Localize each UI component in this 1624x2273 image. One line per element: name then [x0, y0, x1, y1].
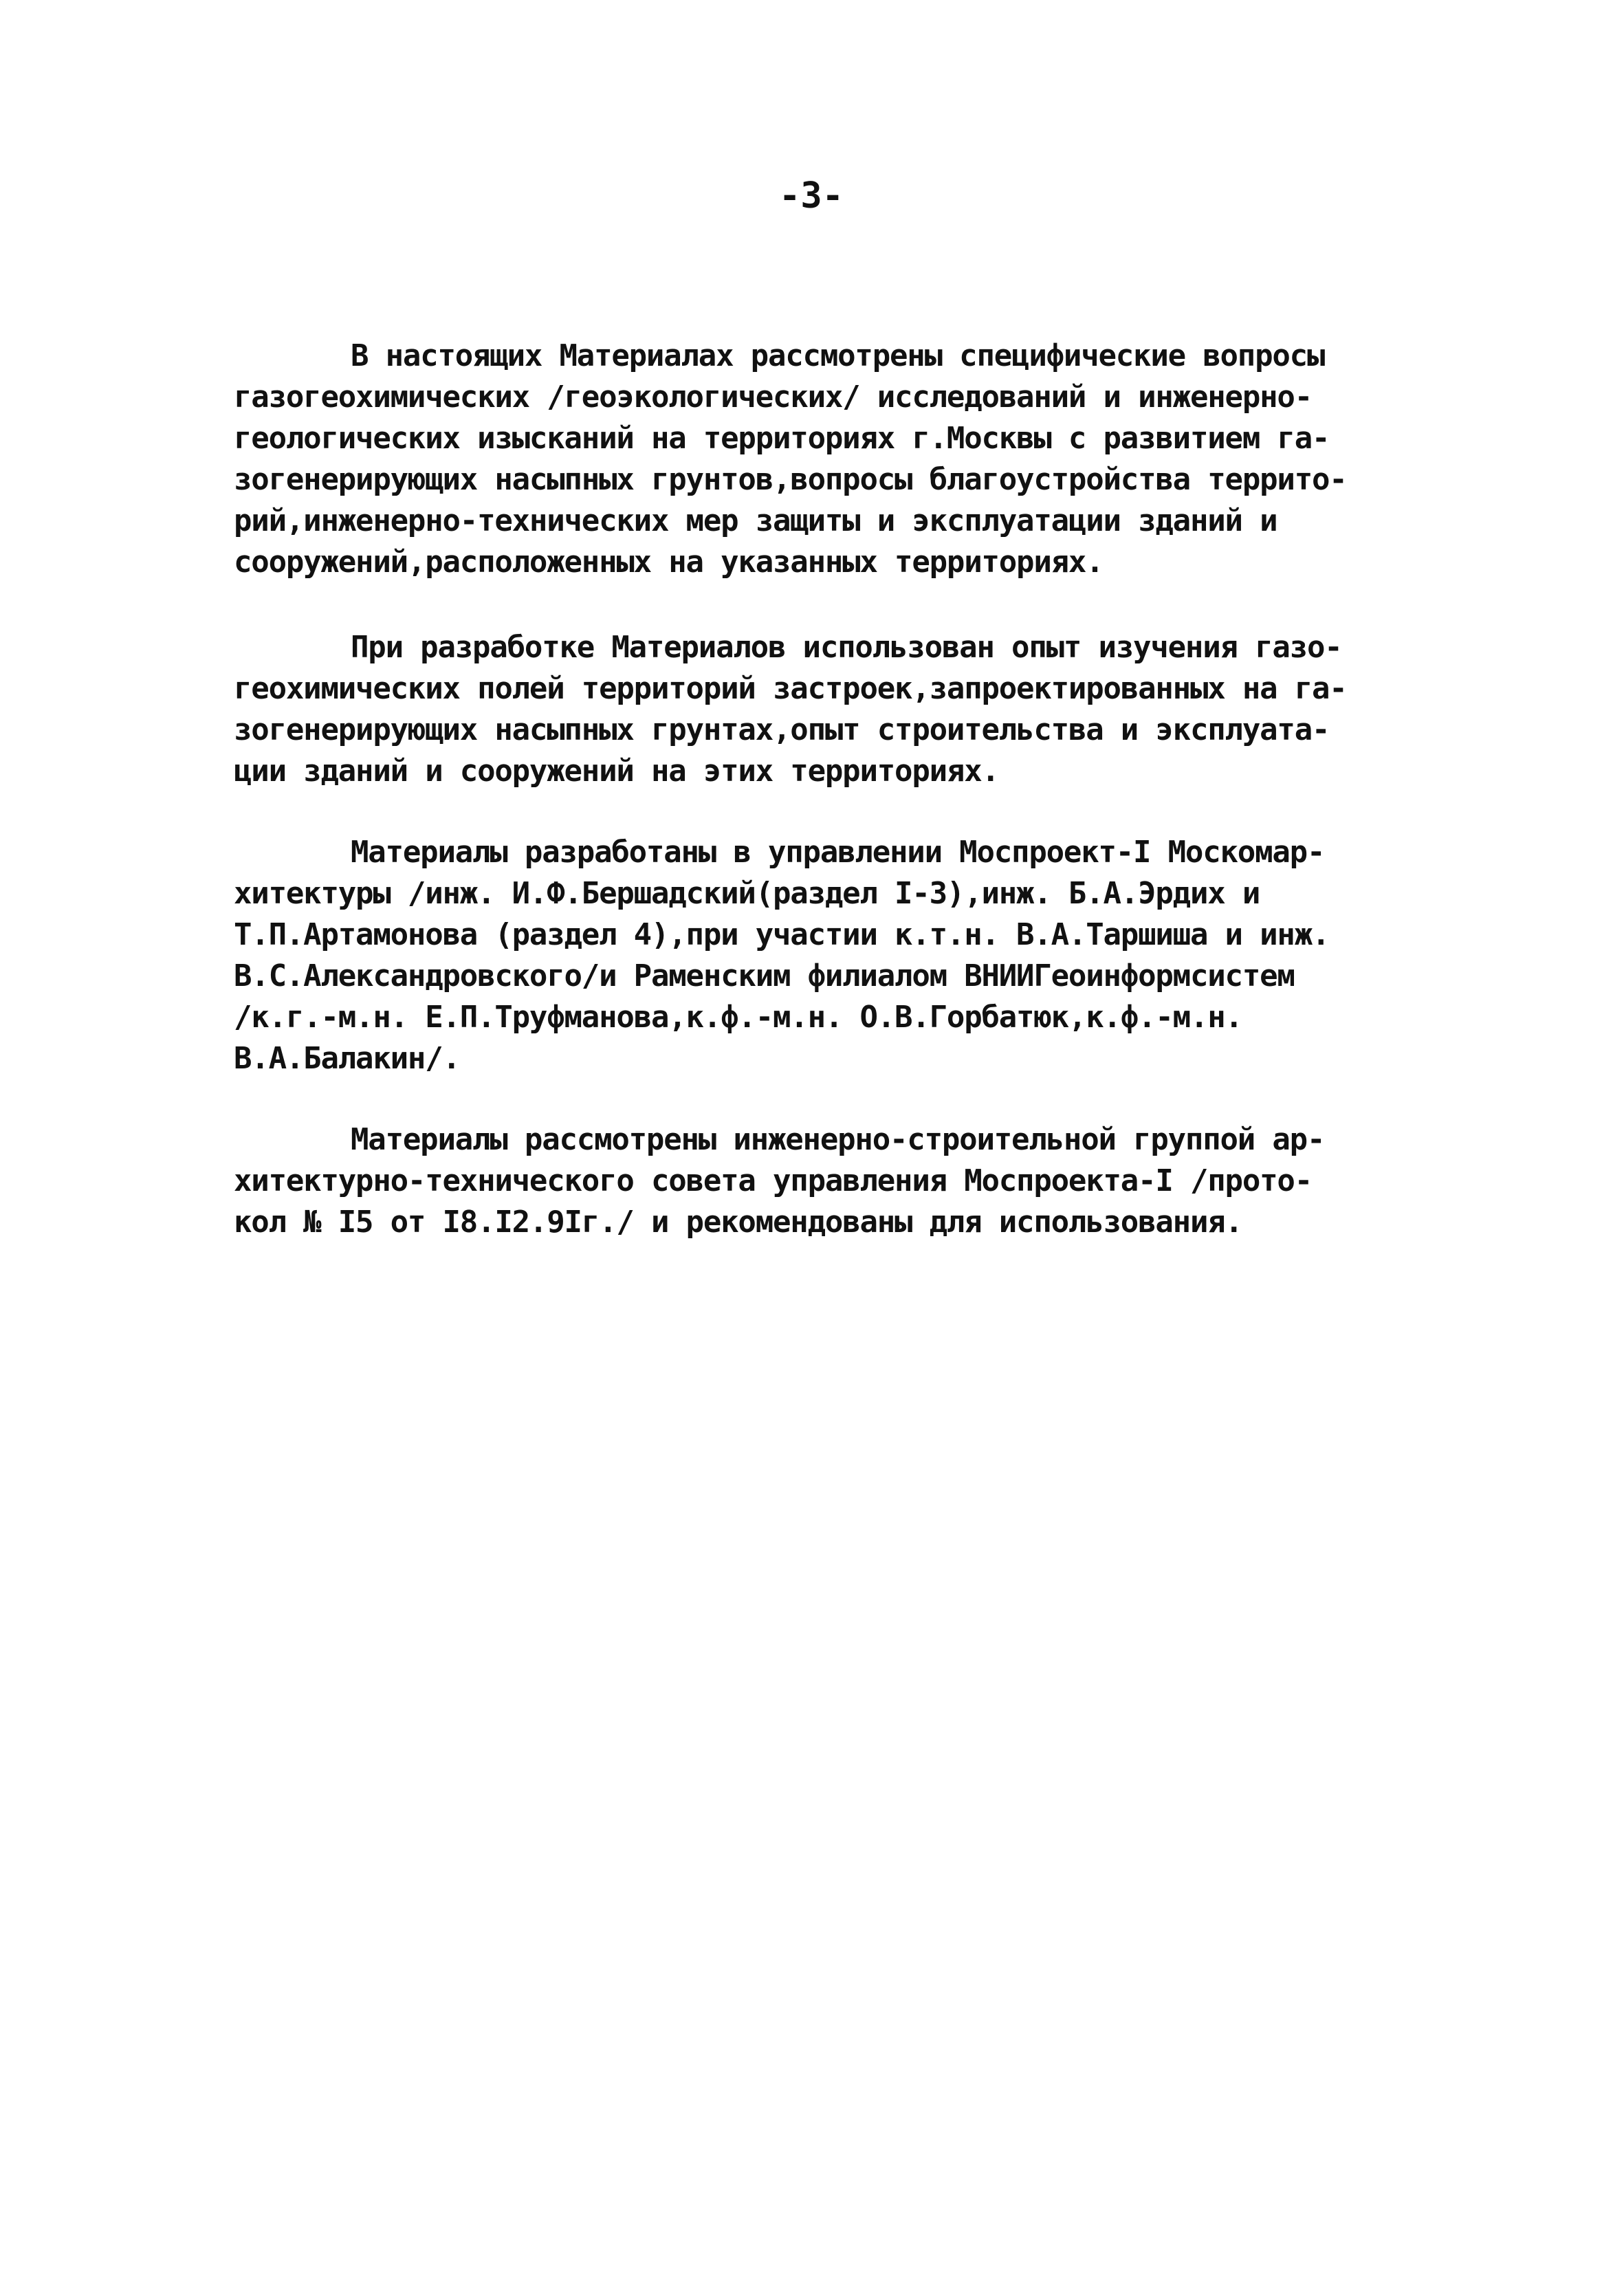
text-line: При разработке Материалов использован опыт изучения газо-	[351, 630, 1342, 665]
text-line: В.А.Балакин/.	[234, 1041, 460, 1076]
text-line: Т.П.Артамонова (раздел 4),при участии к.т.н. В.А.Таршиша и инж.	[234, 917, 1330, 952]
paragraph-scope	[234, 336, 1416, 583]
text-line: Материалы разработаны в управлении Моспроект-I Москомар-	[351, 835, 1325, 870]
text-line: кол № I5 от I8.I2.9Iг./ и рекомендованы для использования.	[234, 1205, 1242, 1240]
text-line: сооружений,расположенных на указанных территориях.	[234, 545, 1104, 580]
text-line: В настоящих Материалах рассмотрены специфические вопросы	[351, 338, 1325, 373]
paragraph-experience	[234, 627, 1416, 792]
text-line: зогенерирующих насыпных грунтов,вопросы благоустройства террито-	[234, 462, 1347, 497]
text-line: газогеохимических /геоэкологических/ исследований и инженерно-	[234, 380, 1312, 415]
text-line: В.С.Александровского/и Раменским филиалом ВНИИГеоинформсистем	[234, 958, 1295, 993]
text-line: геологических изысканий на территориях г.Москвы с развитием га-	[234, 421, 1330, 456]
text-line: зогенерирующих насыпных грунтах,опыт строительства и эксплуата-	[234, 712, 1330, 747]
text-line: ции зданий и сооружений на этих территориях.	[234, 754, 999, 789]
paragraph-authors	[234, 832, 1416, 1079]
text-line: рий,инженерно-технических мер защиты и эксплуатации зданий и	[234, 503, 1277, 538]
text-line: геохимических полей территорий застроек,запроектированных на га-	[234, 671, 1347, 706]
text-line: хитектурно-технического совета управления Моспроекта-I /прото-	[234, 1163, 1312, 1198]
text-line: /к.г.-м.н. Е.П.Труфманова,к.ф.-м.н. О.В.Горбатюк,к.ф.-м.н.	[234, 1000, 1242, 1035]
page-number: -3-	[779, 175, 844, 217]
text-line: Материалы рассмотрены инженерно-строительной группой ар-	[351, 1122, 1325, 1157]
text-line: хитектуры /инж. И.Ф.Бершадский(раздел I-3),инж. Б.А.Эрдих и	[234, 876, 1260, 911]
paragraph-approval	[234, 1119, 1416, 1243]
